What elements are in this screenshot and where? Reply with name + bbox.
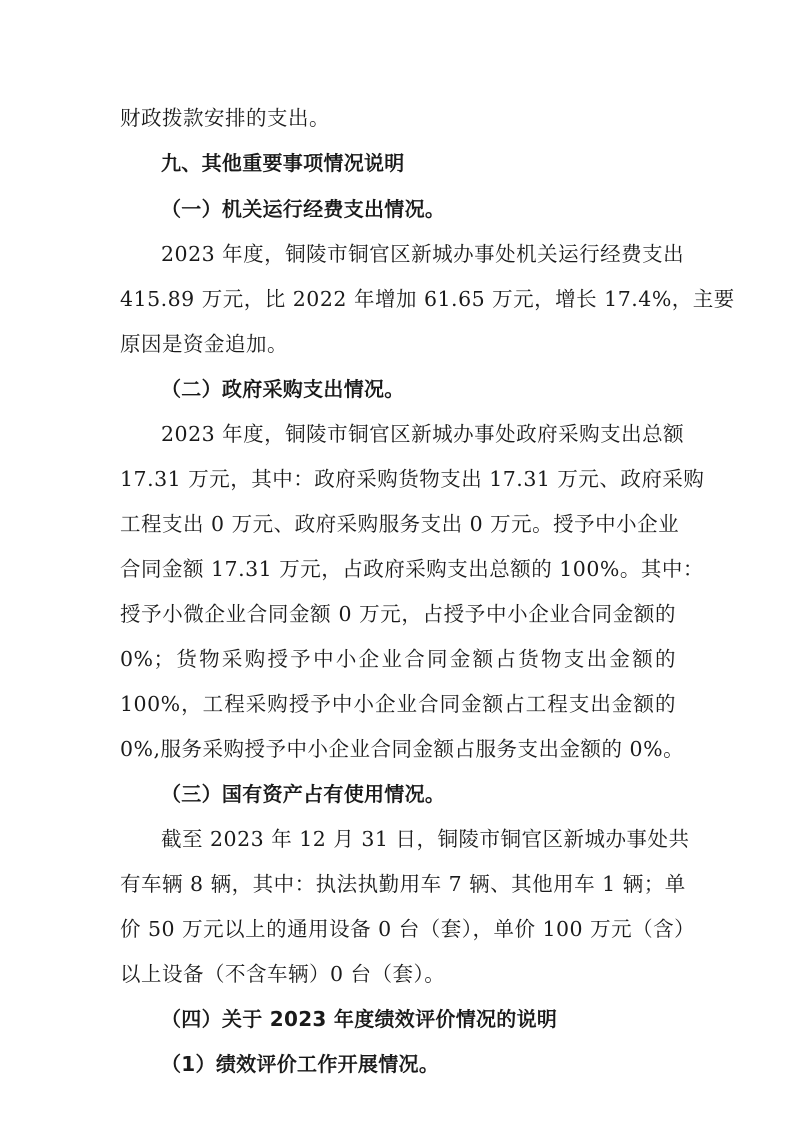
paragraph-line: 0%；货物采购授予中小企业合同金额占货物支出金额的 <box>120 647 676 671</box>
paragraph-line: 415.89 万元，比 2022 年增加 61.65 万元，增长 17.4%，主要 <box>120 287 735 311</box>
paragraph-line: 财政拨款安排的支出。 <box>120 106 330 130</box>
paragraph-line: 授予小微企业合同金额 0 万元，占授予中小企业合同金额的 <box>120 602 676 626</box>
subsection-heading: （四）关于 2023 年度绩效评价情况的说明 <box>161 1007 558 1031</box>
paragraph-line: 2023 年度，铜陵市铜官区新城办事处机关运行经费支出 <box>161 242 685 266</box>
paragraph-line: 100%，工程采购授予中小企业合同金额占工程支出金额的 <box>120 692 676 716</box>
subsection-heading: （二）政府采购支出情况。 <box>161 377 405 401</box>
paragraph-line: 有车辆 8 辆，其中：执法执勤用车 7 辆、其他用车 1 辆；单 <box>120 872 686 896</box>
subsection-heading: （一）机关运行经费支出情况。 <box>161 197 446 221</box>
paragraph-line: 合同金额 17.31 万元，占政府采购支出总额的 100%。其中： <box>120 557 704 581</box>
paragraph-line: 价 50 万元以上的通用设备 0 台（套），单价 100 万元（含） <box>120 917 696 941</box>
paragraph-line: 截至 2023 年 12 月 31 日，铜陵市铜官区新城办事处共 <box>161 827 690 851</box>
paragraph-line: 2023 年度，铜陵市铜官区新城办事处政府采购支出总额 <box>161 422 685 446</box>
section-heading: 九、其他重要事项情况说明 <box>161 151 405 175</box>
paragraph-line: 以上设备（不含车辆）0 台（套）。 <box>120 962 446 986</box>
subsection-heading: （三）国有资产占有使用情况。 <box>161 782 446 806</box>
paragraph-line: 工程支出 0 万元、政府采购服务支出 0 万元。授予中小企业 <box>120 512 680 536</box>
paragraph-line: 原因是资金追加。 <box>120 332 288 356</box>
paragraph-line: 17.31 万元，其中：政府采购货物支出 17.31 万元、政府采购 <box>120 467 705 491</box>
paragraph-line: 0%,服务采购授予中小企业合同金额占服务支出金额的 0%。 <box>120 737 685 761</box>
subsection-heading: （1）绩效评价工作开展情况。 <box>161 1052 440 1076</box>
